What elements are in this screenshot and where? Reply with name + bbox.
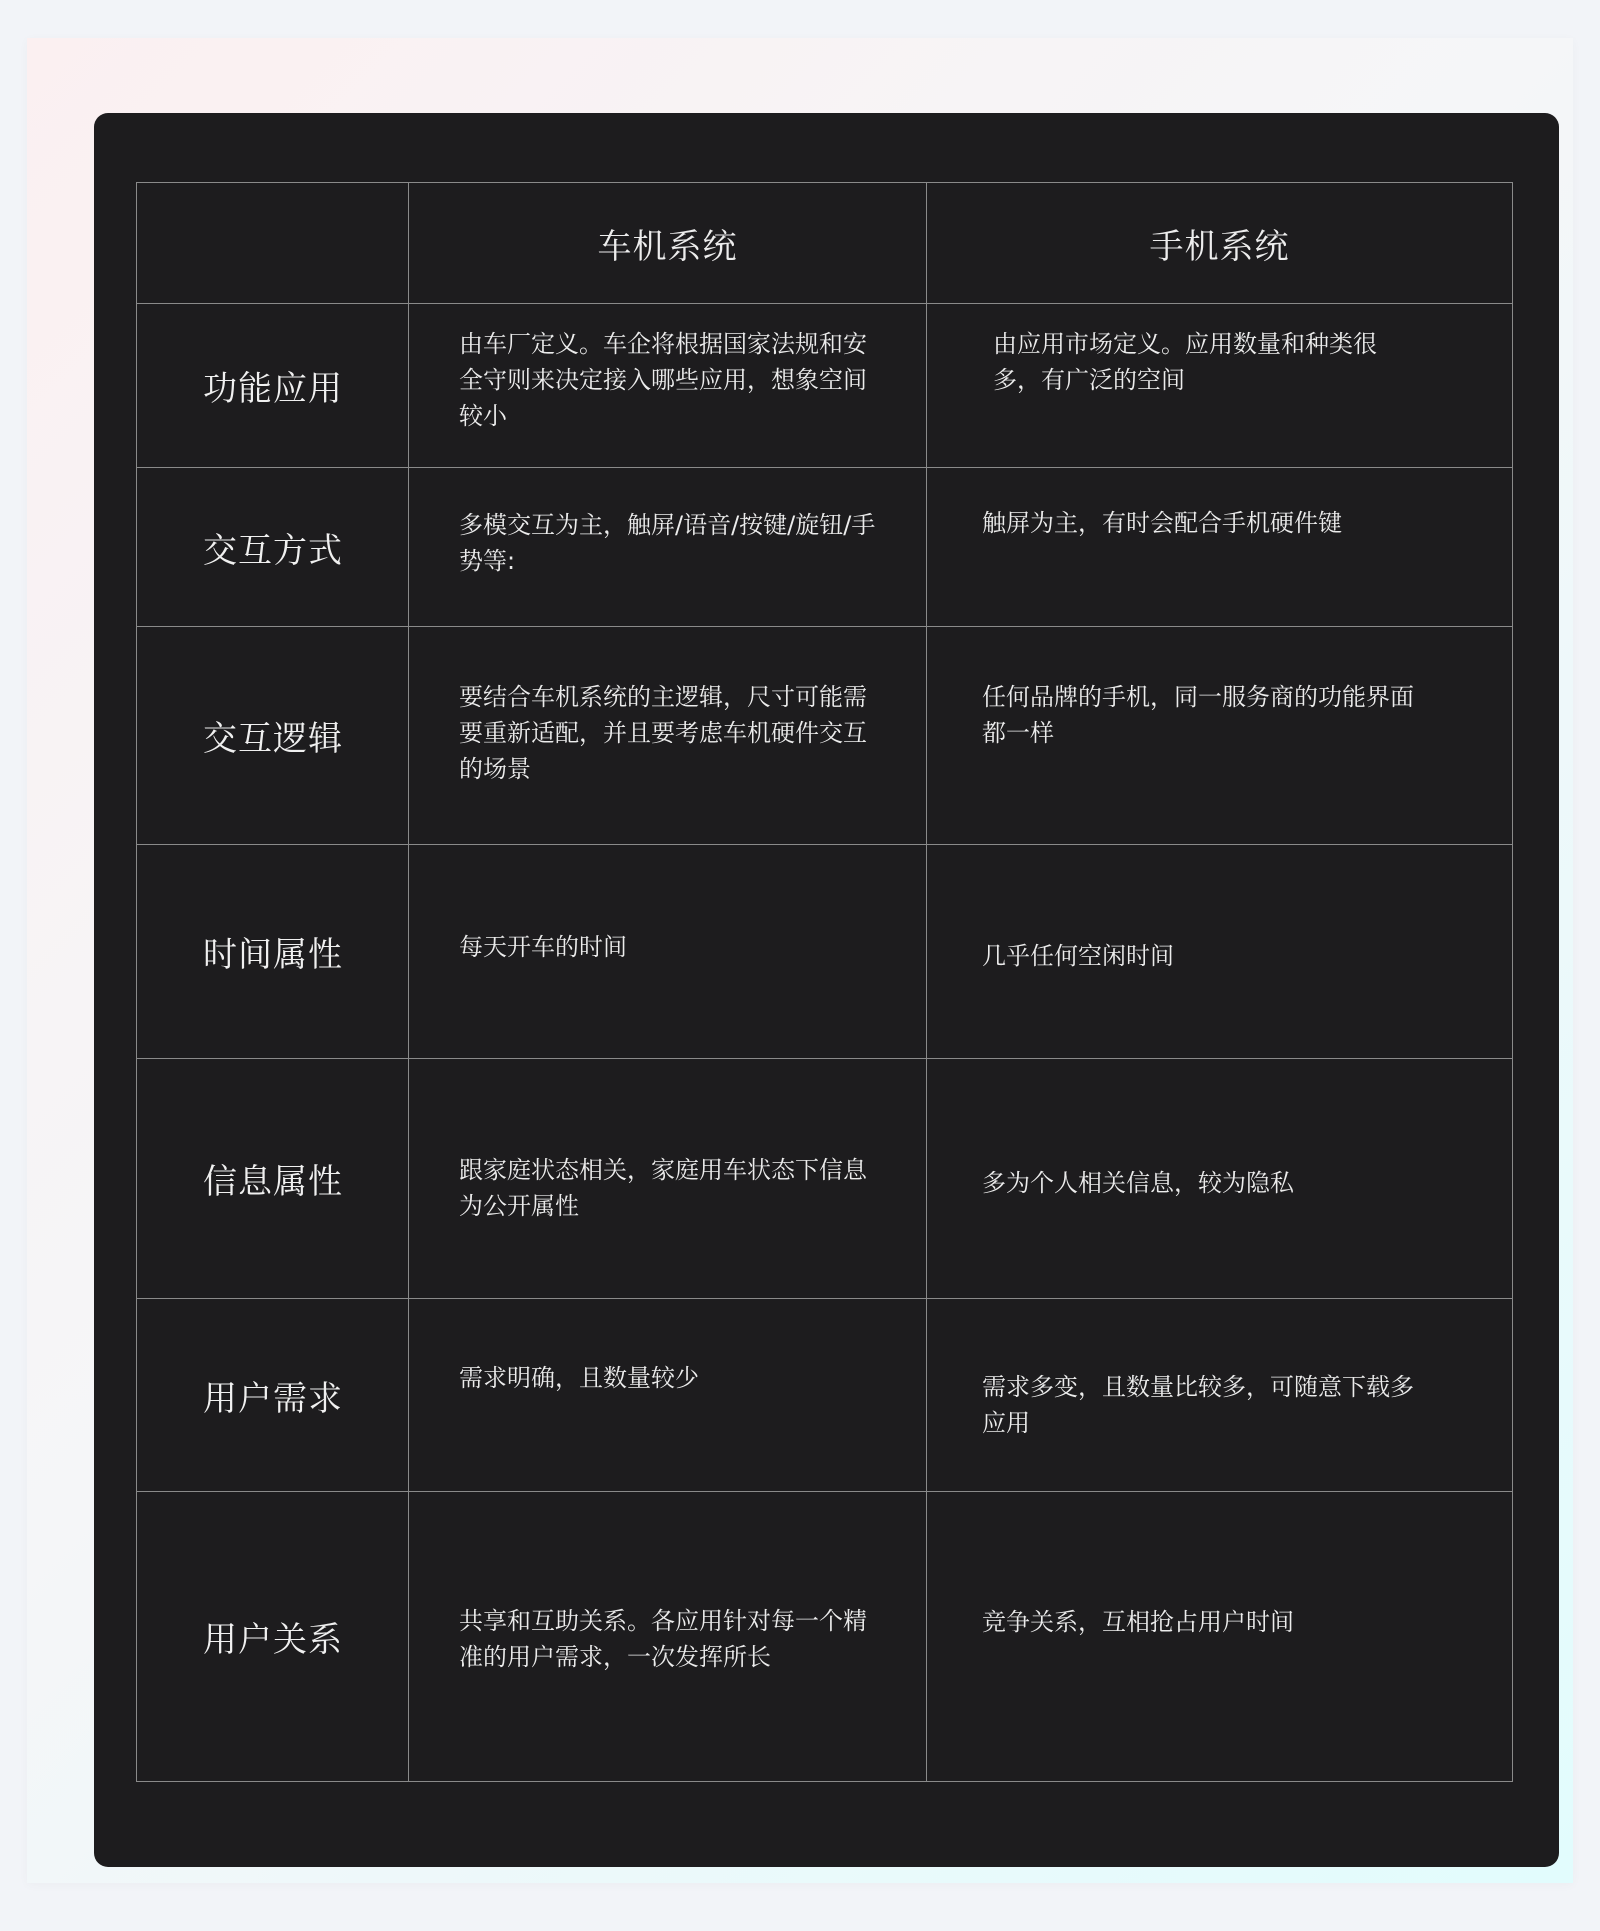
row-label: 交互逻辑 xyxy=(137,627,409,845)
phone-cell-text: 任何品牌的手机，同一服务商的功能界面都一样 xyxy=(982,682,1414,747)
car-system-header: 车机系统 xyxy=(409,183,927,304)
car-cell-text: 每天开车的时间 xyxy=(459,932,627,961)
phone-cell xyxy=(927,845,1513,1059)
car-cell xyxy=(409,1492,927,1782)
table-row xyxy=(137,1492,1513,1782)
car-cell-text: 共享和互助关系。各应用针对每一个精准的用户需求，一次发挥所长 xyxy=(459,1606,867,1671)
car-cell xyxy=(409,1059,927,1299)
row-label: 交互方式 xyxy=(137,468,409,627)
phone-cell xyxy=(927,1492,1513,1782)
phone-system-header: 手机系统 xyxy=(927,183,1513,304)
phone-cell xyxy=(927,627,1513,845)
corner-cell xyxy=(137,183,409,304)
comparison-card xyxy=(94,113,1559,1867)
table-row xyxy=(137,304,1513,468)
car-cell-text: 要结合车机系统的主逻辑，尺寸可能需要重新适配，并且要考虑车机硬件交互的场景 xyxy=(459,682,867,783)
row-label: 时间属性 xyxy=(137,845,409,1059)
table-header-row xyxy=(137,183,1513,304)
car-cell-text: 跟家庭状态相关，家庭用车状态下信息为公开属性 xyxy=(459,1155,867,1220)
phone-cell xyxy=(927,1299,1513,1492)
car-cell-text: 多模交互为主，触屏/语音/按键/旋钮/手势等: xyxy=(459,511,876,575)
phone-cell xyxy=(927,1059,1513,1299)
phone-cell-text: 触屏为主，有时会配合手机硬件键 xyxy=(982,509,1342,537)
phone-cell-text: 需求多变，且数量比较多，可随意下载多应用 xyxy=(982,1373,1414,1437)
car-cell xyxy=(409,1299,927,1492)
phone-cell-text: 几乎任何空闲时间 xyxy=(982,941,1174,970)
car-cell xyxy=(409,627,927,845)
car-cell-text: 由车厂定义。车企将根据国家法规和安全守则来决定接入哪些应用，想象空间较小 xyxy=(459,329,867,430)
row-label: 用户需求 xyxy=(137,1299,409,1492)
table-row xyxy=(137,1059,1513,1299)
phone-cell xyxy=(927,304,1513,468)
row-label: 信息属性 xyxy=(137,1059,409,1299)
phone-cell-text: 多为个人相关信息，较为隐私 xyxy=(982,1168,1294,1197)
table-row xyxy=(137,627,1513,845)
phone-cell xyxy=(927,468,1513,627)
phone-cell-text: 竞争关系，互相抢占用户时间 xyxy=(982,1607,1294,1636)
car-cell xyxy=(409,468,927,627)
car-cell-text: 需求明确，且数量较少 xyxy=(459,1364,699,1392)
page-frame xyxy=(27,38,1573,1883)
table-row xyxy=(137,468,1513,627)
car-cell xyxy=(409,845,927,1059)
row-label: 用户关系 xyxy=(137,1492,409,1782)
car-cell xyxy=(409,304,927,468)
table-row xyxy=(137,1299,1513,1492)
table-row xyxy=(137,845,1513,1059)
comparison-table xyxy=(136,182,1513,1782)
row-label: 功能应用 xyxy=(137,304,409,468)
phone-cell-text: 由应用市场定义。应用数量和种类很多，有广泛的空间 xyxy=(993,329,1377,394)
